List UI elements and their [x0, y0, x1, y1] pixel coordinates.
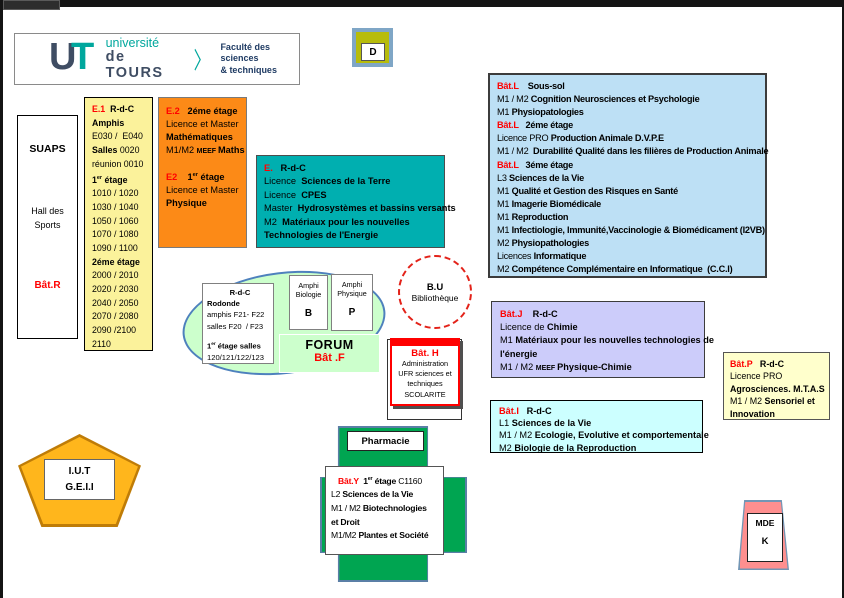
text-line: 2070 / 2080 — [92, 311, 139, 322]
text-line: Master Hydrosystèmes et bassins versants — [264, 203, 456, 214]
text-line: M2 Compétence Complémentaire en Informatique (C.C.I) — [497, 264, 733, 275]
text-line: 1030 / 1040 — [92, 201, 139, 212]
text-line: L3 Sciences de la Vie — [497, 172, 585, 183]
iut-label-box — [44, 459, 115, 500]
text-line: 1050 / 1060 — [92, 215, 139, 226]
text-line: E. R-d-C — [264, 163, 306, 173]
text-line: M1/M2 MEEF Maths — [166, 145, 245, 155]
mde-title: MDE — [755, 518, 775, 528]
text-line: M1 / M2 Ecologie, Evolutive et comportementale — [499, 430, 709, 441]
bu-title: B.U — [426, 281, 444, 293]
building-h-lines — [392, 359, 458, 400]
text-line: 1070 / 1080 — [92, 229, 139, 240]
logo-divider-icon: 〉 — [194, 47, 209, 73]
suaps-title: SUAPS — [29, 143, 66, 155]
text-line: SCOLARITE — [404, 389, 446, 399]
university-tours-logo-icon — [49, 36, 100, 79]
text-line: Mathématiques — [166, 132, 233, 142]
text-line: Administration — [401, 359, 449, 368]
text-line: 2éme étage — [92, 256, 140, 267]
frame-top-left-tab — [3, 0, 60, 10]
text-line: Bât.L 3éme étage — [497, 159, 574, 170]
text-line: Licences Informatique — [497, 251, 587, 262]
amphi-biologie-line2: Biologie — [295, 290, 322, 299]
text-line: amphis F21- F22 — [207, 310, 265, 320]
building-j-info — [491, 301, 714, 378]
text-line: réunion 0010 — [92, 158, 144, 169]
text-line: Bât.P R-d-C — [730, 359, 785, 369]
logo-word-de-tours: de TOURS — [105, 49, 164, 81]
text-line: M1 Matériaux pour les nouvelles technologies de — [500, 335, 714, 346]
text-line: 2090 /2100 — [92, 325, 137, 336]
faculty-name-line1: Faculté des sciences — [220, 42, 270, 64]
suaps-bat-label: Bât.R — [34, 280, 61, 291]
text-line: E030 / E040 — [92, 131, 143, 142]
text-line: M1 / M2 Cognition Neurosciences et Psychologie — [497, 94, 700, 105]
text-line: M1 / M2 Durabilité Qualité dans les filières de Production Animale — [497, 146, 769, 157]
text-line: M1 / M2 Sensoriel et — [730, 396, 815, 407]
text-line: R-d-C — [229, 288, 251, 297]
text-line: et Droit — [331, 516, 360, 527]
text-line: Licence et Master — [166, 119, 239, 129]
faculty-name-line2: & techniques — [220, 64, 277, 75]
forum-bat-label: Bât .F — [314, 352, 345, 364]
amphi-physique-letter: P — [348, 307, 356, 318]
amphi-biologie — [289, 275, 328, 330]
text-line: Amphis — [92, 117, 125, 128]
text-line: M1/M2 Plantes et Société — [331, 530, 429, 541]
suaps-hall-line2: Sports — [34, 219, 61, 230]
library-bu — [398, 255, 472, 329]
building-h-info — [390, 338, 460, 406]
text-line: l'énergie — [500, 348, 538, 359]
text-line: M1 / M2 Biotechnologies — [331, 503, 427, 514]
frame-top-bar — [0, 0, 844, 7]
text-line: Salles 0020 — [92, 145, 140, 156]
logo-letter-u: U — [49, 36, 77, 78]
amphi-physique-line2: Physique — [337, 289, 367, 298]
text-line: Bât.L Sous-sol — [497, 81, 565, 91]
text-line: M2 Physiopathologies — [497, 238, 590, 249]
building-y-info — [325, 466, 444, 555]
text-line: 2000 / 2010 — [92, 270, 139, 281]
logo-letter-t: T — [71, 36, 95, 78]
text-line: 120/121/122/123 — [207, 352, 265, 362]
text-line: E.2 2éme étage — [166, 106, 238, 116]
text-line: Bât.Y 1er étage C1160 — [338, 475, 422, 486]
text-line: salles F20 / F23 — [207, 321, 264, 331]
text-line: Licence PRO — [730, 371, 783, 382]
text-line: M2 Matériaux pour les nouvelles — [264, 216, 410, 227]
text-line: Licence CPES — [264, 189, 327, 200]
amphi-biologie-line1: Amphi — [298, 281, 319, 290]
text-line: M1 Qualité et Gestion des Risques en Santé — [497, 185, 678, 196]
text-line: 1er étage salles — [207, 340, 261, 351]
bu-subtitle: Bibliothèque — [411, 292, 459, 303]
logo-wordmark — [106, 37, 179, 81]
text-line: 1er étage — [92, 174, 128, 185]
iut-geii-label: G.E.I.I — [65, 482, 94, 493]
amphi-physique-line1: Amphi — [341, 280, 363, 289]
text-line: Licence PRO Production Animale D.V.P.E — [497, 133, 664, 144]
suaps-hall-line1: Hall des — [31, 206, 64, 216]
forum-label-box — [279, 334, 380, 373]
text-line: Physique — [166, 198, 207, 209]
text-line: M1 Imagerie Biomédicale — [497, 198, 602, 209]
text-line: Licence et Master — [166, 185, 239, 196]
text-line: Bât.I R-d-C — [499, 406, 552, 416]
text-line: M2 Biologie de la Reproduction — [499, 442, 637, 453]
building-p-info — [723, 352, 830, 420]
mde-k-label: K — [761, 536, 769, 547]
text-line: Technologies de l'Energie — [264, 230, 379, 241]
logo-word-universite: université — [105, 36, 160, 51]
building-h-title: Bât. H — [411, 348, 439, 359]
text-line: techniques — [407, 379, 443, 389]
text-line: M1 / M2 MEEF Physique-Chimie — [500, 361, 632, 372]
building-e-info — [256, 155, 456, 248]
forum-title: FORUM — [305, 338, 354, 352]
amphi-physique — [331, 274, 373, 331]
university-logo-box — [14, 33, 300, 85]
iut-title: I.U.T — [68, 466, 91, 477]
text-line: Licence de Chimie — [500, 322, 578, 333]
text-line: L2 Sciences de la Vie — [331, 489, 414, 500]
building-l-info — [488, 73, 767, 278]
text-line: E.1 R-d-C — [92, 104, 135, 114]
text-line: M1 Reproduction — [497, 211, 569, 222]
text-line: 2020 / 2030 — [92, 284, 139, 295]
text-line: Bât.J R-d-C — [500, 309, 558, 319]
text-line: 1090 / 1100 — [92, 242, 138, 253]
text-line: Rodonde — [207, 299, 240, 309]
building-e2-info — [158, 97, 247, 248]
text-line: M1 Infectiologie, Immunité,Vaccinologie & Biomédicament (I2VB) — [497, 225, 765, 236]
suaps-hall-label — [18, 205, 77, 232]
building-i-info — [490, 400, 709, 453]
building-e1-info — [84, 97, 153, 351]
amphi-biologie-letter: B — [304, 308, 313, 319]
text-line: 2040 / 2050 — [92, 297, 139, 308]
text-line: Bât.L 2éme étage — [497, 120, 574, 131]
text-line: Licence Sciences de la Terre — [264, 176, 391, 187]
frame-left-edge — [0, 0, 3, 598]
text-line: E2 1er étage — [166, 172, 225, 183]
faculty-name — [220, 42, 299, 76]
text-line: UFR sciences et — [398, 369, 452, 379]
text-line: L1 Sciences de la Vie — [499, 418, 592, 429]
text-line: 2110 — [92, 338, 111, 349]
text-line: Innovation — [730, 408, 775, 419]
building-d-label: D — [361, 43, 385, 61]
pharmacie-label: Pharmacie — [347, 431, 424, 451]
building-d — [352, 28, 393, 67]
rodonde-info — [202, 283, 274, 364]
mde-label-box — [747, 513, 783, 562]
building-suaps — [17, 115, 78, 339]
text-line: M1 Physiopatologies — [497, 107, 584, 118]
text-line: Agrosciences. M.T.A.S — [730, 383, 825, 394]
text-line: 1010 / 1020 — [92, 188, 139, 199]
